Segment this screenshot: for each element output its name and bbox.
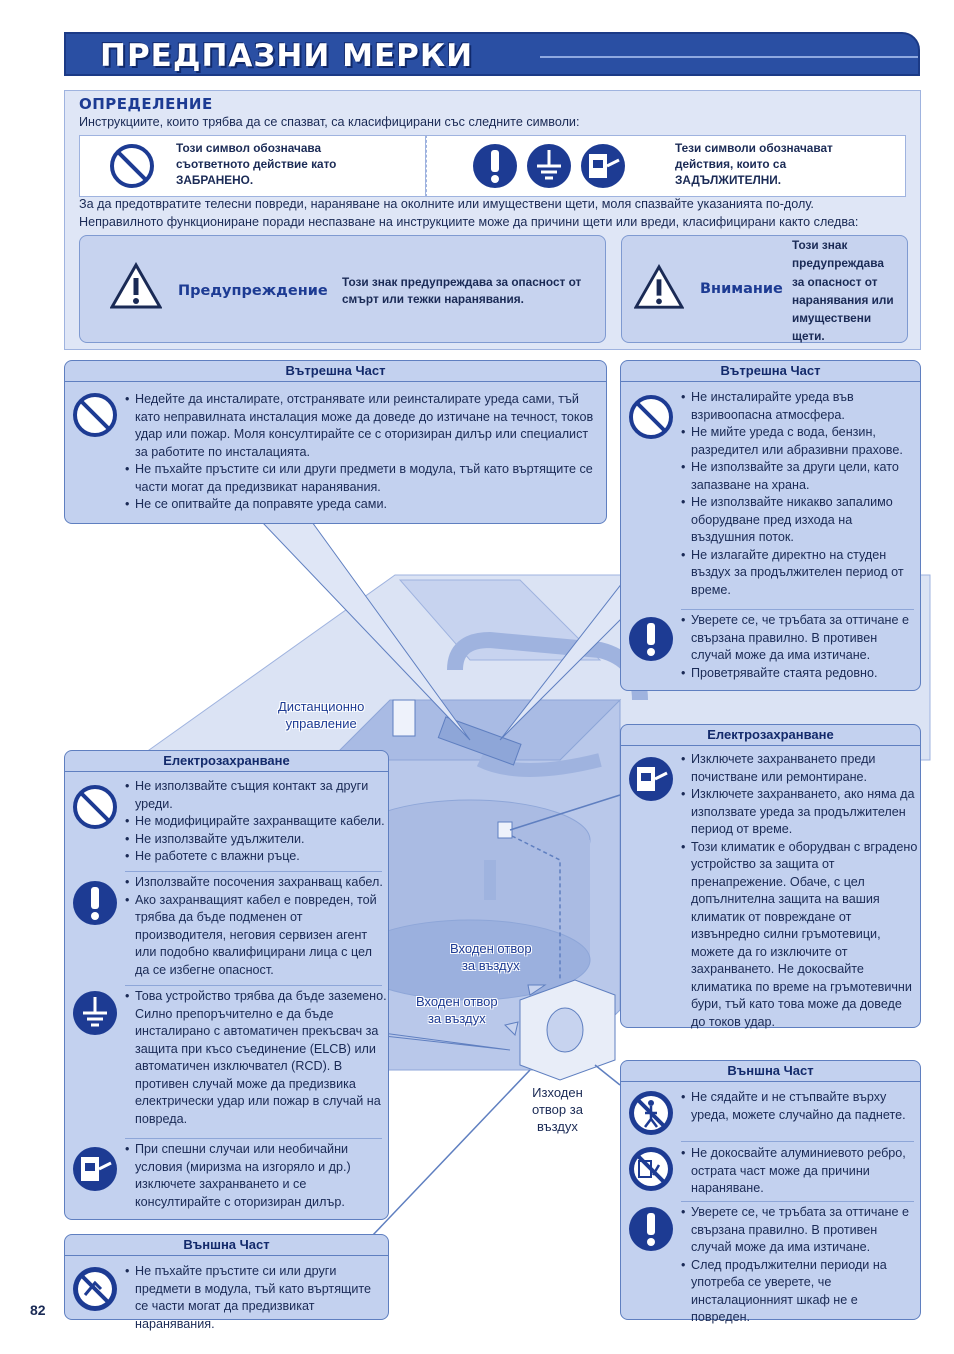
air-inlet-label-2: Входен отвор за въздух [416, 994, 498, 1026]
list-item: • Не мийте уреда с вода, бензин, разредител или абразивни прахове. [681, 424, 919, 459]
panel-list-group1 [125, 778, 387, 866]
air-inlet-label-1: Входен отвор за въздух [450, 941, 532, 973]
panel-list-group4 [125, 1141, 387, 1211]
prohibited-icon [71, 391, 119, 439]
list-item: • Не модифицирайте захранващите кабели. [125, 813, 387, 831]
list-item: • Не излагайте директно на студен въздух за продължителен период от време. [681, 547, 919, 600]
warning-description: Този знак предупреждава за опасност от смърт или тежки наранявания. [342, 275, 582, 306]
list-item: • Не използвайте за други цели, като запазване на храна. [681, 459, 919, 494]
no-touch-fin-icon [627, 1145, 675, 1193]
list-item: • Не използвайте удължители. [125, 831, 387, 849]
earth-icon [71, 989, 119, 1037]
warning-triangle-icon [110, 262, 162, 310]
panel-heading: Електрозахранване [65, 751, 388, 772]
panel-list [681, 751, 919, 1031]
list-item: • След продължителни периоди на употреба се уверете, че инсталационният шкаф не е повреден. [681, 1257, 919, 1327]
separator [681, 1201, 914, 1202]
panel-list-item2 [681, 1145, 919, 1198]
list-item: • При спешни случаи или необичайни условия (миризма на изгоряло и др.) изключете захранването и се консултирайте с оторизиран дилър. [125, 1141, 387, 1211]
list-item: • Изключете захранването, ако няма да използвате уреда за продължителен период от време. [681, 786, 919, 839]
no-touch-rotating-parts-icon [71, 1265, 119, 1313]
list-item: • Не сядайте и не стъпвайте върху уреда, можете случайно да паднете. [681, 1089, 919, 1124]
panel-list-group3 [125, 988, 387, 1128]
caution-label: Внимание [700, 281, 783, 297]
panel-indoor-right [620, 360, 921, 691]
panel-heading: Външна Част [621, 1061, 920, 1082]
caution-description: Този знак предупреждава за опасност от наранявания или имуществени щети. [792, 238, 894, 344]
panel-outdoor-right [620, 1060, 921, 1324]
list-item: • Ако захранващият кабел е повреден, той трябва да бъде подменен от производителя, неговия сервизен агент или подобно квалифицирани лица с цел да се избегне опасност. [125, 892, 387, 980]
list-item: • Не инсталирайте уреда във взривоопасна атмосфера. [681, 389, 919, 424]
list-item: • Не пъхайте пръстите си или други предмети в модула, тъй като въртящите се части могат да предизвикат наранявания. [125, 461, 595, 496]
warning-label: Предупреждение [178, 283, 328, 299]
no-climbing-icon [627, 1089, 675, 1137]
remote-control-icon [393, 700, 415, 736]
panel-list-mandatory [681, 612, 919, 682]
separator [125, 871, 382, 872]
panel-list-group2 [125, 874, 387, 979]
panel-list [125, 391, 595, 514]
air-outlet-label: Изходен отвор за въздух [532, 1085, 583, 1134]
title-underline [540, 56, 918, 58]
list-item: • Не работете с влажни ръце. [125, 848, 387, 866]
separator [681, 609, 914, 610]
definition-heading: ОПРЕДЕЛЕНИЕ [79, 95, 213, 113]
prohibited-symbol-box [79, 135, 426, 197]
mandatory-icon [471, 142, 519, 190]
list-item: • Проветрявайте стаята редовно. [681, 665, 919, 683]
prohibited-icon [71, 783, 119, 831]
panel-list-item3 [681, 1204, 919, 1327]
separator [681, 1141, 914, 1142]
separator [125, 985, 382, 986]
unplug-icon [627, 755, 675, 803]
panel-heading: Електрозахранване [621, 725, 920, 746]
mandatory-symbol-box [426, 135, 906, 197]
definition-line-2: Неправилното функциониране поради неспазване на инструкциите може да причини щети или вреди, класифицирани както следва: [79, 215, 859, 229]
panel-heading: Вътрешна Част [65, 361, 606, 382]
list-item: • Използвайте посочения захранващ кабел. [125, 874, 387, 892]
list-item: • Не използвайте същия контакт за други уреди. [125, 778, 387, 813]
mandatory-icon [71, 879, 119, 927]
panel-list-prohibited [681, 389, 919, 599]
panel-outdoor-left [64, 1234, 389, 1331]
list-item: • Не се опитвайте да поправяте уреда сами. [125, 496, 595, 514]
panel-power-right [620, 724, 921, 1028]
definition-intro: Инструкциите, които трябва да се спазват, са класифицирани със следните символи: [79, 115, 580, 129]
prohibited-icon [108, 142, 156, 190]
unplug-icon [71, 1145, 119, 1193]
mandatory-icon [627, 1205, 675, 1253]
list-item: • Уверете се, че тръбата за оттичане е свързана правилно. В противен случай може да има изтичане. [681, 612, 919, 665]
page-number: 82 [30, 1302, 46, 1318]
remote-control-label: Дистанционно управление [278, 699, 365, 731]
prohibited-text: Този символ обозначава съответното действие като ЗАБРАНЕНО. [176, 141, 337, 187]
list-item: • Недейте да инсталирате, отстранявате или реинсталирате уреда сами, тъй като неправилната инсталация може да доведе до изтичане на течност, токов удар или пожар. Моля консултирайте се с оторизиран дилър или специалист за работите по инсталацията. [125, 391, 595, 461]
definition-line-1: За да предотвратите телесни повреди, нараняване на околните или имуществени щети, моля спазвайте указанията по-долу. [79, 197, 814, 211]
list-item: • Уверете се, че тръбата за оттичане е свързана правилно. В противен случай може да има изтичане. [681, 1204, 919, 1257]
list-item: • Не пъхайте пръстите си или други предмети в модула, тъй като въртящите се части могат да предизвикат наранявания. [125, 1263, 387, 1333]
separator [125, 1138, 382, 1139]
panel-heading: Вътрешна Част [621, 361, 920, 382]
panel-list [125, 1263, 387, 1333]
prohibited-icon [627, 393, 675, 441]
caution-triangle-icon [634, 264, 684, 310]
list-item: • Този климатик е оборудван с вградено устройство за защита от пренапрежение. Обаче, с цел допълнителна защита на вашия климатик от повреждане от извънредно силни гръмотевици, можете да го изключите от захранването. Не докосвайте климатика по време на гръмотевични бури, тъй като това може да доведе до токов удар. [681, 839, 919, 1032]
earth-icon [525, 142, 573, 190]
warning-box [79, 235, 606, 343]
panel-power-left [64, 750, 389, 1220]
list-item: • Това устройство трябва да бъде заземено. Силно препоръчително е да бъде инсталирано с автоматичен прекъсвач за защита при късо съединение (ELCB) или автоматичен изключвател (RCD). В противен случай може да предизвика електрически удар или пожар в случай на повреда. [125, 988, 387, 1128]
list-item: • Не използвайте никакво запалимо оборудване пред изхода на въздушния поток. [681, 494, 919, 547]
list-item: • Изключете захранването преди почистване или ремонтиране. [681, 751, 919, 786]
page-title: ПРЕДПАЗНИ МЕРКИ [100, 38, 474, 74]
unplug-icon [579, 142, 627, 190]
title-bar [64, 32, 920, 76]
mandatory-text: Тези символи обозначават действия, които са ЗАДЪЛЖИТЕЛНИ. [675, 141, 833, 187]
list-item: • Не докосвайте алуминиевото ребро, острата част може да причини нараняване. [681, 1145, 919, 1198]
definition-section [64, 90, 921, 350]
mandatory-icon [627, 615, 675, 663]
panel-heading: Външна Част [65, 1235, 388, 1256]
panel-indoor-left [64, 360, 607, 524]
panel-list-item1 [681, 1089, 919, 1124]
caution-box [621, 235, 908, 343]
